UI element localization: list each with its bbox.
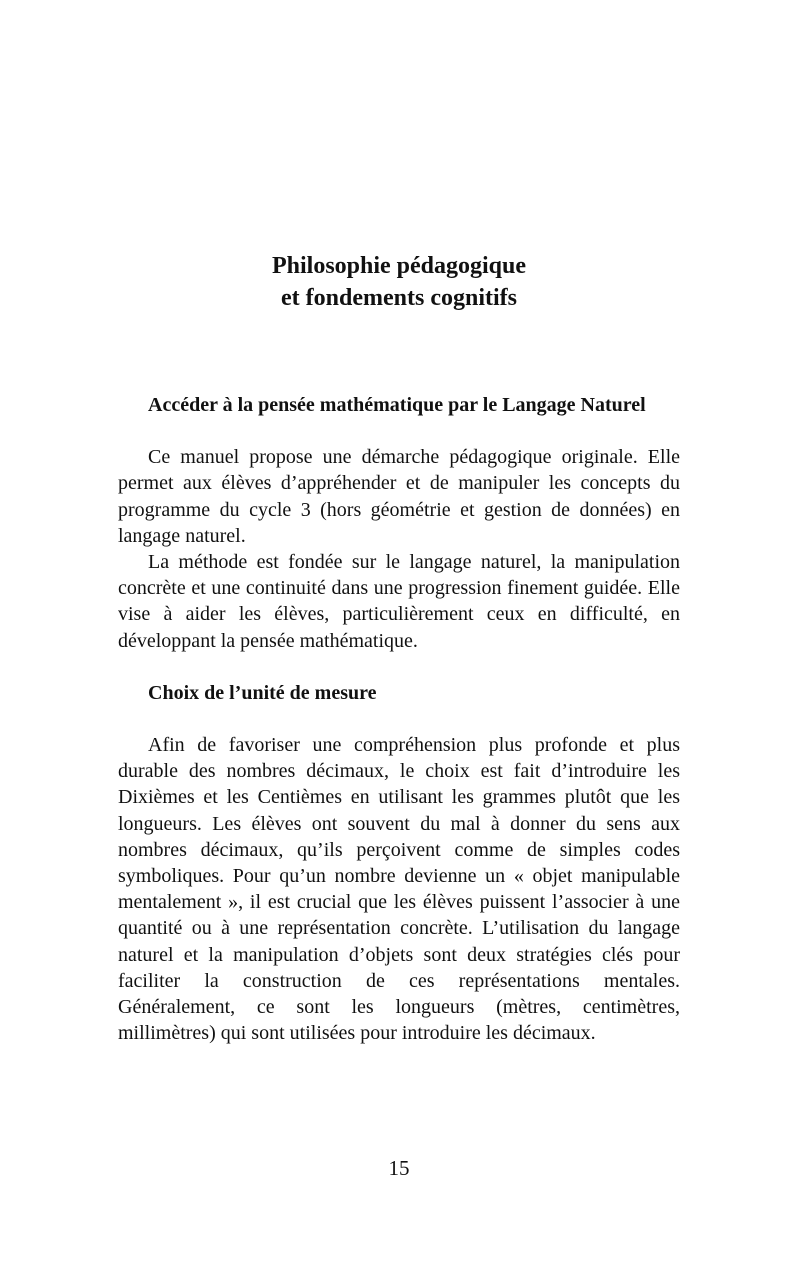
page-number: 15 — [388, 1156, 410, 1180]
chapter-title — [0, 250, 798, 314]
chapter-title-line-1: Philosophie pédagogique — [271, 253, 527, 279]
paragraph: La méthode est fondée sur le langage naturel, la manipulation concrète et une continuité dans une progression finement guidée. Elle vise à aider les élèves, particulièrement ceux en difficulté, en développant la pensée mathématique. — [118, 551, 680, 652]
chapter-title-line-2: et fondements cognitifs — [281, 285, 517, 311]
section-heading-unite-de-mesure: Choix de l’unité de mesure — [148, 681, 377, 704]
paragraph: Afin de favoriser une compréhension plus profonde et plus durable des nombres décimaux, le choix est fait d’introduire les Dixièmes et les Centièmes en utilisant les grammes plutôt que les longueurs. Les élèves ont souvent du mal à donner du sens aux nombres décimaux, qu’ils perçoivent comme de simples codes symboliques. Pour qu’un nombre devienne un « objet manipulable mentalement », il est crucial que les élèves puissent l’associer à une quantité ou à une représentation concrète. L’utilisation du langage naturel et la manipulation d’objets sont deux stratégies clés pour faciliter la construction de ces représentations mentales. Généralement, ce sont les longueurs (mètres, centimètres, millimètres) qui sont utilisées pour introduire les décimaux. — [118, 734, 680, 1045]
page-body — [118, 392, 680, 1046]
paragraph: Ce manuel propose une démarche pédagogique originale. Elle permet aux élèves d’appréhender et de manipuler les concepts du programme du cycle 3 (hors géométrie et gestion de données) en langage naturel. — [118, 446, 680, 547]
section-heading-langage-naturel: Accéder à la pensée mathématique par le Langage Naturel — [148, 394, 646, 416]
